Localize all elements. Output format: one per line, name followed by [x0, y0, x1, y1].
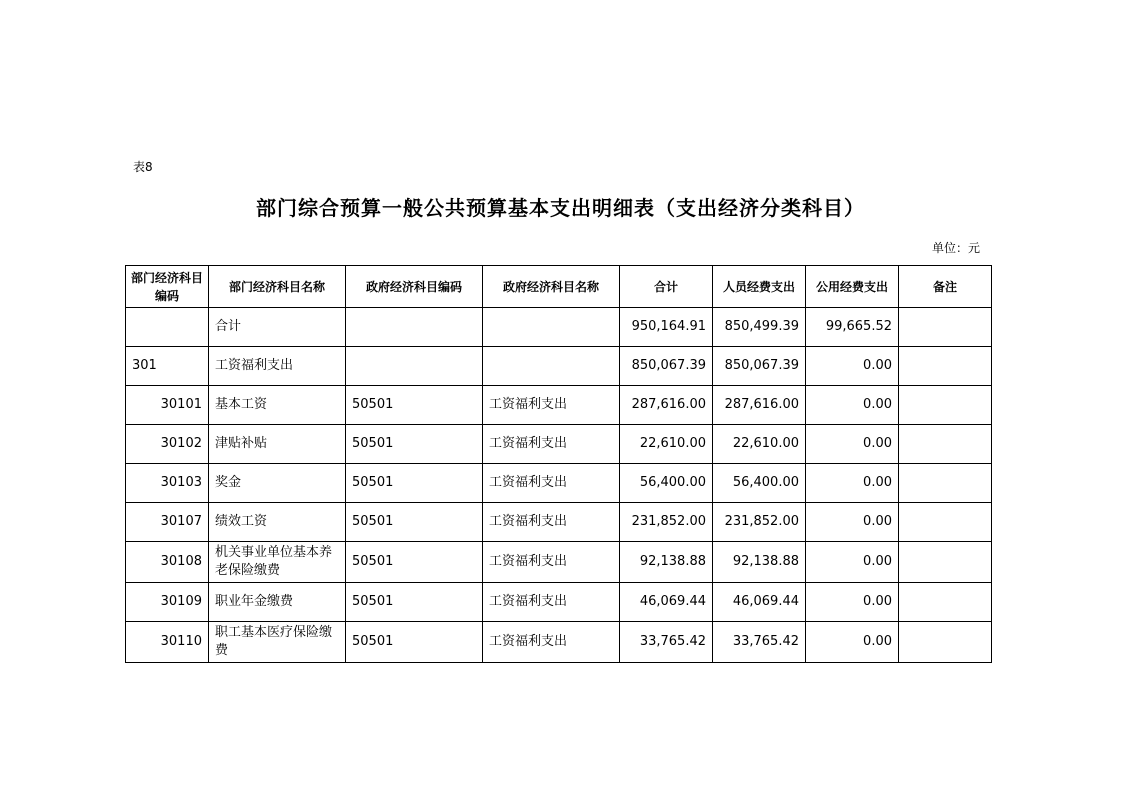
total-cell: 56,400.00 — [620, 464, 713, 503]
total-cell: 33,765.42 — [620, 622, 713, 663]
gov-code-cell: 50501 — [346, 464, 483, 503]
dept-name-cell: 工资福利支出 — [209, 347, 346, 386]
remark-cell — [899, 386, 992, 425]
table-row — [126, 425, 992, 464]
dept-code-cell: 301 — [126, 347, 209, 386]
table-row — [126, 347, 992, 386]
gov-name-cell: 工资福利支出 — [483, 622, 620, 663]
unit-label: 单位：元 — [932, 241, 981, 255]
dept-code-cell: 30110 — [126, 622, 209, 663]
gov-name-cell: 工资福利支出 — [483, 542, 620, 583]
dept-name-cell: 津贴补贴 — [209, 425, 346, 464]
public-cell: 0.00 — [806, 503, 899, 542]
header-gov-code: 政府经济科目编码 — [346, 266, 483, 308]
dept-code-cell: 30101 — [126, 386, 209, 425]
gov-name-cell: 工资福利支出 — [483, 386, 620, 425]
table-row — [126, 464, 992, 503]
dept-name-cell: 职业年金缴费 — [209, 583, 346, 622]
total-cell: 950,164.91 — [620, 308, 713, 347]
table-number: 表8 — [133, 160, 153, 174]
header-row — [126, 266, 992, 308]
dept-name-cell: 合计 — [209, 308, 346, 347]
public-cell: 0.00 — [806, 583, 899, 622]
dept-code-cell: 30108 — [126, 542, 209, 583]
table-row — [126, 308, 992, 347]
gov-code-cell: 50501 — [346, 542, 483, 583]
dept-name-cell: 奖金 — [209, 464, 346, 503]
gov-name-cell: 工资福利支出 — [483, 464, 620, 503]
gov-code-cell — [346, 308, 483, 347]
table-row — [126, 583, 992, 622]
remark-cell — [899, 542, 992, 583]
remark-cell — [899, 583, 992, 622]
public-cell: 0.00 — [806, 347, 899, 386]
dept-code-cell: 30102 — [126, 425, 209, 464]
gov-code-cell: 50501 — [346, 583, 483, 622]
public-cell: 0.00 — [806, 542, 899, 583]
dept-name-cell: 绩效工资 — [209, 503, 346, 542]
budget-table — [125, 265, 992, 663]
remark-cell — [899, 425, 992, 464]
gov-code-cell — [346, 347, 483, 386]
personnel-cell: 231,852.00 — [713, 503, 806, 542]
personnel-cell: 850,067.39 — [713, 347, 806, 386]
header-public: 公用经费支出 — [806, 266, 899, 308]
total-cell: 22,610.00 — [620, 425, 713, 464]
dept-code-cell: 30107 — [126, 503, 209, 542]
table-row — [126, 503, 992, 542]
dept-name-cell: 基本工资 — [209, 386, 346, 425]
header-dept-code: 部门经济科目编码 — [126, 266, 209, 308]
header-total: 合计 — [620, 266, 713, 308]
personnel-cell: 33,765.42 — [713, 622, 806, 663]
gov-name-cell: 工资福利支出 — [483, 503, 620, 542]
personnel-cell: 92,138.88 — [713, 542, 806, 583]
gov-name-cell: 工资福利支出 — [483, 425, 620, 464]
personnel-cell: 287,616.00 — [713, 386, 806, 425]
dept-code-cell: 30103 — [126, 464, 209, 503]
gov-name-cell — [483, 308, 620, 347]
remark-cell — [899, 347, 992, 386]
dept-name-cell: 职工基本医疗保险缴费 — [209, 622, 346, 663]
dept-code-cell — [126, 308, 209, 347]
personnel-cell: 56,400.00 — [713, 464, 806, 503]
gov-code-cell: 50501 — [346, 622, 483, 663]
dept-name-cell: 机关事业单位基本养老保险缴费 — [209, 542, 346, 583]
total-cell: 850,067.39 — [620, 347, 713, 386]
page-title: 部门综合预算一般公共预算基本支出明细表（支出经济分类科目） — [256, 196, 865, 220]
remark-cell — [899, 308, 992, 347]
gov-code-cell: 50501 — [346, 503, 483, 542]
header-personnel: 人员经费支出 — [713, 266, 806, 308]
public-cell: 0.00 — [806, 425, 899, 464]
remark-cell — [899, 503, 992, 542]
gov-code-cell: 50501 — [346, 425, 483, 464]
header-gov-name: 政府经济科目名称 — [483, 266, 620, 308]
personnel-cell: 22,610.00 — [713, 425, 806, 464]
public-cell: 0.00 — [806, 622, 899, 663]
total-cell: 46,069.44 — [620, 583, 713, 622]
remark-cell — [899, 464, 992, 503]
table-row — [126, 386, 992, 425]
table-row — [126, 542, 992, 583]
dept-code-cell: 30109 — [126, 583, 209, 622]
gov-code-cell: 50501 — [346, 386, 483, 425]
public-cell: 99,665.52 — [806, 308, 899, 347]
gov-name-cell — [483, 347, 620, 386]
remark-cell — [899, 622, 992, 663]
gov-name-cell: 工资福利支出 — [483, 583, 620, 622]
personnel-cell: 46,069.44 — [713, 583, 806, 622]
public-cell: 0.00 — [806, 386, 899, 425]
header-dept-name: 部门经济科目名称 — [209, 266, 346, 308]
public-cell: 0.00 — [806, 464, 899, 503]
total-cell: 287,616.00 — [620, 386, 713, 425]
header-remark: 备注 — [899, 266, 992, 308]
personnel-cell: 850,499.39 — [713, 308, 806, 347]
total-cell: 231,852.00 — [620, 503, 713, 542]
total-cell: 92,138.88 — [620, 542, 713, 583]
table-row — [126, 622, 992, 663]
